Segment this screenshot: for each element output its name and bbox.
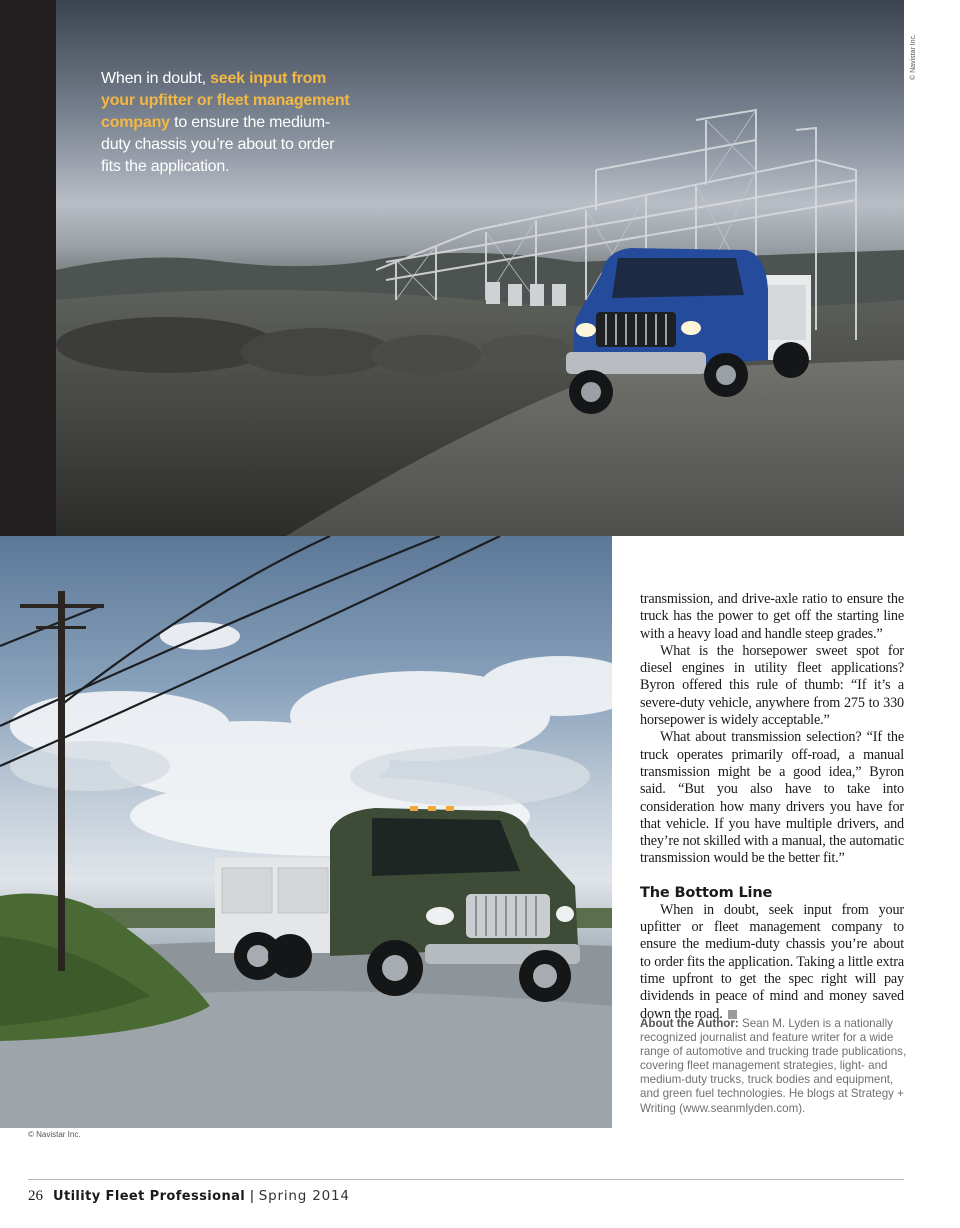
closing-paragraph-text: When in doubt, seek input from your upfitter or fleet management company to ensure the medium-duty chassis you’re about to order fits the application. Taking a little extra time upfront to get the spec right will pay dividends in peace of mind and money saved down the road. — [640, 901, 904, 1022]
issue-date: Spring 2014 — [258, 1188, 350, 1204]
left-dark-bar — [0, 0, 56, 536]
page-footer — [28, 1185, 350, 1207]
closing-paragraph — [640, 902, 904, 1023]
footer-divider — [28, 1179, 904, 1180]
bottom-photo-illustration — [0, 536, 612, 1128]
author-bio-label: About the Author: — [640, 1017, 739, 1030]
article-column — [640, 591, 904, 1023]
footer-separator: | — [250, 1187, 254, 1203]
bottom-photo-green-truck — [0, 536, 612, 1128]
photo-credit-top: © Navistar Inc. — [910, 33, 917, 80]
photo-credit-bottom: © Navistar Inc. — [28, 1130, 81, 1139]
publication-name: Utility Fleet Professional — [53, 1189, 246, 1204]
article-paragraph: transmission, and drive-axle ratio to ensure the truck has the power to get off the starting line with a heavy load and handle steep grades.” — [640, 591, 904, 642]
pull-quote-rest: to ensure the medium-duty chassis you’re about to order fits the application. — [101, 114, 335, 175]
section-heading: The Bottom Line — [640, 884, 773, 901]
page-number: 26 — [28, 1188, 43, 1204]
article-paragraph: What is the horsepower sweet spot for diesel engines in utility fleet applications? Byron offered this rule of thumb: “If it’s a severe-duty vehicle, anywhere from 275 to 330 horsepower is widely acceptable.” — [640, 642, 904, 729]
author-bio-text: Sean M. Lyden is a nationally recognized journalist and feature writer for a wide range of automotive and trucking trade publications, covering fleet management strategies, light- and medium-duty trucks, truck bodies and equipment, and green fuel technologies. He blogs at Strategy + Writing (www.seanmlyden.com). — [640, 1017, 907, 1115]
author-bio — [640, 1017, 910, 1116]
article-paragraph: What about transmission selection? “If the truck operates primarily off-road, a manual transmission might be a good idea,” Byron said. “But you also have to take into consideration how many drivers you have for that vehicle. If you have multiple drivers, and they’re not skilled with a manual, the automatic transmission would be the better fit.” — [640, 729, 904, 867]
pull-quote-highlight: seek input from your upfitter or fleet management company — [101, 70, 350, 131]
pull-quote — [101, 68, 351, 178]
pull-quote-lead: When in doubt, — [101, 70, 211, 87]
